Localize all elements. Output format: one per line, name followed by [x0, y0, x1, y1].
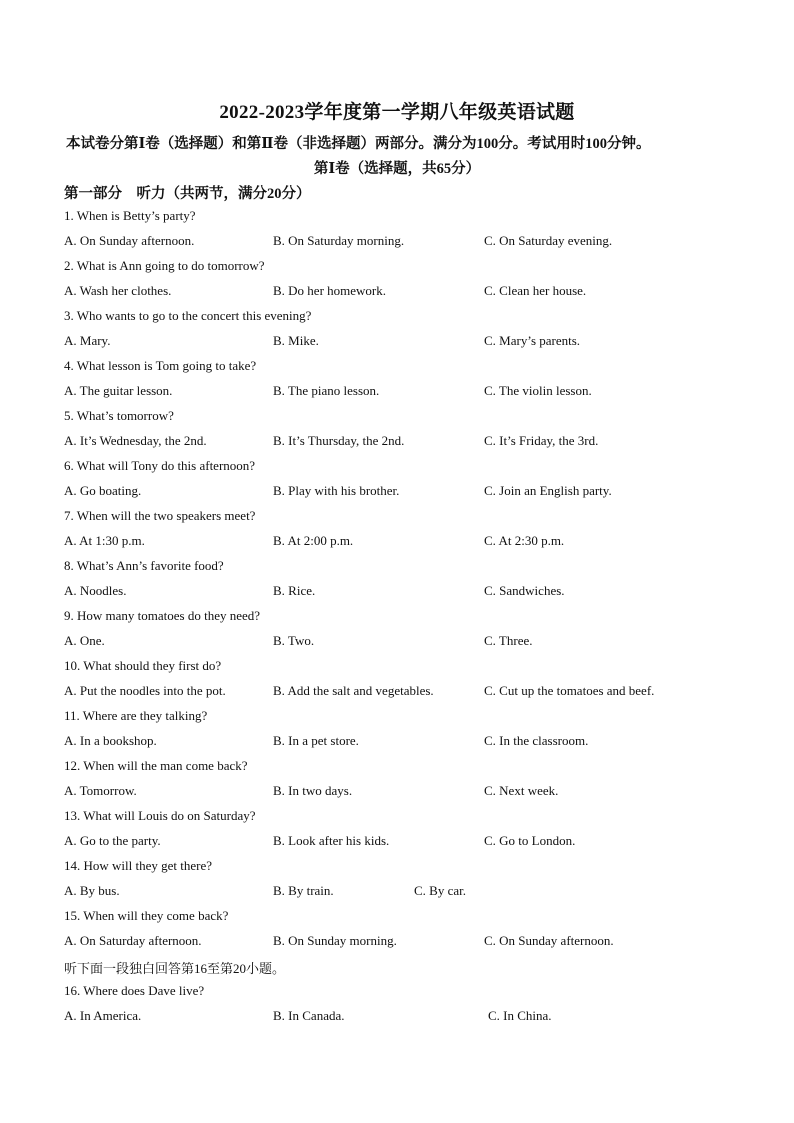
- option-c: C. In the classroom.: [484, 733, 589, 748]
- option-c: C. In China.: [488, 1008, 552, 1023]
- option-b: B. At 2:00 p.m.: [273, 533, 354, 548]
- option-b: B. In a pet store.: [273, 733, 359, 748]
- option-a: A. In a bookshop.: [64, 733, 157, 748]
- option-a: A. Wash her clothes.: [64, 283, 172, 298]
- option-b: B. On Sunday morning.: [273, 933, 397, 948]
- question-text: 14. How will they get there?: [64, 858, 213, 873]
- part-one-title: 第Ⅰ卷（选择题，共65分）: [313, 161, 481, 177]
- option-a: A. At 1:30 p.m.: [64, 533, 145, 548]
- question-text: 16. Where does Dave live?: [64, 983, 205, 998]
- option-b: B. Two.: [273, 633, 315, 648]
- exam-title: 2022-2023学年度第一学期八年级英语试题: [219, 102, 575, 123]
- question-text: 1. When is Betty’s party?: [64, 208, 196, 223]
- option-b: B. Do her homework.: [273, 283, 387, 298]
- listening-section-title: 第一部分 听力（共两节，满分20分）: [64, 186, 311, 202]
- question-text: 11. Where are they talking?: [64, 708, 208, 723]
- question-text: 9. How many tomatoes do they need?: [64, 608, 261, 623]
- option-c: C. At 2:30 p.m.: [484, 533, 565, 548]
- monologue-instruction: 听下面一段独白回答第16至第20小题。: [64, 961, 286, 976]
- option-a: A. Put the noodles into the pot.: [64, 683, 226, 698]
- option-b: B. By train.: [273, 883, 334, 898]
- option-c: C. On Saturday evening.: [484, 233, 613, 248]
- question-text: 6. What will Tony do this afternoon?: [64, 458, 256, 473]
- question-text: 10. What should they first do?: [64, 658, 222, 673]
- option-c: C. Next week.: [484, 783, 559, 798]
- option-c: C. Three.: [484, 633, 533, 648]
- option-b: B. It’s Thursday, the 2nd.: [273, 433, 405, 448]
- option-c: C. Go to London.: [484, 833, 576, 848]
- option-a: A. The guitar lesson.: [64, 383, 173, 398]
- question-text: 4. What lesson is Tom going to take?: [64, 358, 257, 373]
- option-a: A. It’s Wednesday, the 2nd.: [64, 433, 207, 448]
- question-text: 5. What’s tomorrow?: [64, 408, 174, 423]
- question-text: 12. When will the man come back?: [64, 758, 248, 773]
- option-c: C. Clean her house.: [484, 283, 587, 298]
- option-a: A. On Sunday afternoon.: [64, 233, 195, 248]
- option-a: A. Go boating.: [64, 483, 142, 498]
- option-c: C. It’s Friday, the 3rd.: [484, 433, 599, 448]
- option-a: A. One.: [64, 633, 105, 648]
- option-b: B. Rice.: [273, 583, 316, 598]
- option-a: A. Noodles.: [64, 583, 127, 598]
- option-b: B. Look after his kids.: [273, 833, 390, 848]
- option-b: B. Play with his brother.: [273, 483, 400, 498]
- exam-intro: 本试卷分第Ⅰ卷（选择题）和第Ⅱ卷（非选择题）两部分。满分为100分。考试用时100分钟。: [66, 136, 651, 152]
- question-text: 2. What is Ann going to do tomorrow?: [64, 258, 265, 273]
- option-a: A. On Saturday afternoon.: [64, 933, 202, 948]
- option-b: B. Mike.: [273, 333, 319, 348]
- option-c: C. Sandwiches.: [484, 583, 565, 598]
- option-a: A. In America.: [64, 1008, 142, 1023]
- option-c: C. Join an English party.: [484, 483, 612, 498]
- question-text: 3. Who wants to go to the concert this evening?: [64, 308, 312, 323]
- option-a: A. By bus.: [64, 883, 120, 898]
- option-c: C. Cut up the tomatoes and beef.: [484, 683, 655, 698]
- option-a: A. Mary.: [64, 333, 111, 348]
- option-b: B. On Saturday morning.: [273, 233, 405, 248]
- option-c: C. The violin lesson.: [484, 383, 592, 398]
- option-a: A. Go to the party.: [64, 833, 161, 848]
- option-b: B. In two days.: [273, 783, 353, 798]
- question-text: 15. When will they come back?: [64, 908, 229, 923]
- option-b: B. Add the salt and vegetables.: [273, 683, 434, 698]
- option-b: B. The piano lesson.: [273, 383, 380, 398]
- option-c: C. Mary’s parents.: [484, 333, 581, 348]
- option-b: B. In Canada.: [273, 1008, 345, 1023]
- question-text: 13. What will Louis do on Saturday?: [64, 808, 256, 823]
- question-text: 8. What’s Ann’s favorite food?: [64, 558, 224, 573]
- question-text: 7. When will the two speakers meet?: [64, 508, 256, 523]
- option-a: A. Tomorrow.: [64, 783, 137, 798]
- option-c: C. By car.: [414, 883, 466, 898]
- option-c: C. On Sunday afternoon.: [484, 933, 614, 948]
